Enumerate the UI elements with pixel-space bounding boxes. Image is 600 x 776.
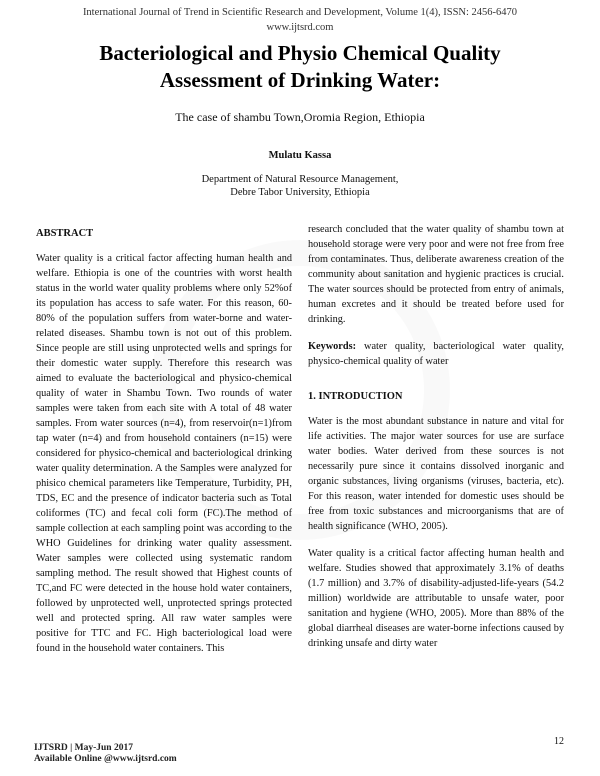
abstract-text: Water quality is a critical factor affecting human health and welfare. Ethiopia is one of the countries with worst health status in the world water quality problems where only 52%of its population has access to safe water. For this reason, 60-80% of the population suffers from water-borne and water-related diseases. Shambu town is not out of this problem. Since people are still using unprotected wells and springs for their domestic water supply. Therefore this research was aimed to evaluate the bacteriological and physico-chemical quality of water in Shambu Town. Two rounds of water samples were taken from each site with A total of 48 water samples. From water sources (n=4), from reservoir(n=1)from tap water (n=4) and from household containers (n=15) were considered for physico-chemical and bacteriological drinking water quality determination. A the Samples were analyzed for phisico chemical parameters like Temperature, Turbidity, PH, TDS, EC and the presence of indicator bacteria such as Total coliformes (TC) and fecal coli form (FC).The method of sample collection at each sampling point was according to the WHO Guidelines for drinking water quality assessment. Water samples were collected using systematic random sampling method. The result showed that Highest counts of TC,and FC were detected in the house hold water containers, followed by unprotected well, unprotected springs protected well and protected spring. All raw water samples were positive for TTC and FC. High bacteriological load were found in the household water containers. This	[36, 253, 292, 654]
introduction-paragraph-2: Water quality is a critical factor affecting human health and welfare. Studies showed that approximately 3.1% of deaths (1.7 million) and 3.7% of disability-adjusted-life-years (54.2 million) worldwide are attributable to unsafe water, poor sanitation and hygiene (WHO, 2005). More than 88% of the global diarrheal diseases are water-borne infections caused by drinking unsafe and dirty water	[308, 548, 564, 649]
title-line-2: Assessment of Drinking Water:	[159, 68, 441, 92]
paper-title	[0, 40, 600, 94]
page-number: 12	[554, 736, 564, 747]
journal-header: International Journal of Trend in Scientific Research and Development, Volume 1(4), ISSN: 2456-6470	[82, 7, 518, 18]
footer-issue: IJTSRD | May-Jun 2017	[34, 743, 133, 753]
keywords	[308, 339, 564, 369]
footer-url[interactable]: Available Online @www.ijtsrd.com	[34, 754, 177, 764]
left-column	[36, 226, 292, 656]
footer	[34, 743, 177, 765]
author-affiliation	[0, 173, 600, 199]
introduction-heading: 1. INTRODUCTION	[308, 391, 403, 402]
title-line-1: Bacteriological and Physio Chemical Quality	[99, 41, 501, 65]
affiliation-line-2: Debre Tabor University, Ethiopia	[230, 187, 370, 198]
abstract-heading: ABSTRACT	[36, 228, 94, 239]
right-column	[308, 222, 564, 651]
introduction-paragraph-1: Water is the most abundant substance in nature and vital for life activities. The major water sources for use are surface water bodies. Water derived from these sources is not necessarily pure since it contains dissolved inorganic and organic substances, living organisms (viruses, bacteria, etc). For this reason, water intended for domestic uses should be free from toxic substances and microorganisms that are of health significance (WHO, 2005).	[308, 416, 564, 532]
keywords-label: Keywords:	[308, 341, 357, 352]
journal-url[interactable]: www.ijtsrd.com	[266, 22, 334, 33]
paper-subtitle: The case of shambu Town,Oromia Region, Ethiopia	[175, 110, 425, 124]
abstract-continuation: research concluded that the water quality of shambu town at household storage were very poor and were not free from free from contaminates. Thus, deliberate awareness creation of the community about sanitation and hygienic practices is crucial. The water sources should be protected from entry of animals, human excretes and it should be treated before used for drinking.	[308, 224, 564, 325]
author-name: Mulatu Kassa	[268, 150, 332, 161]
affiliation-line-1: Department of Natural Resource Management,	[201, 174, 399, 185]
keywords-text: water quality, bacteriological water quality, physico-chemical quality of water	[308, 341, 564, 367]
